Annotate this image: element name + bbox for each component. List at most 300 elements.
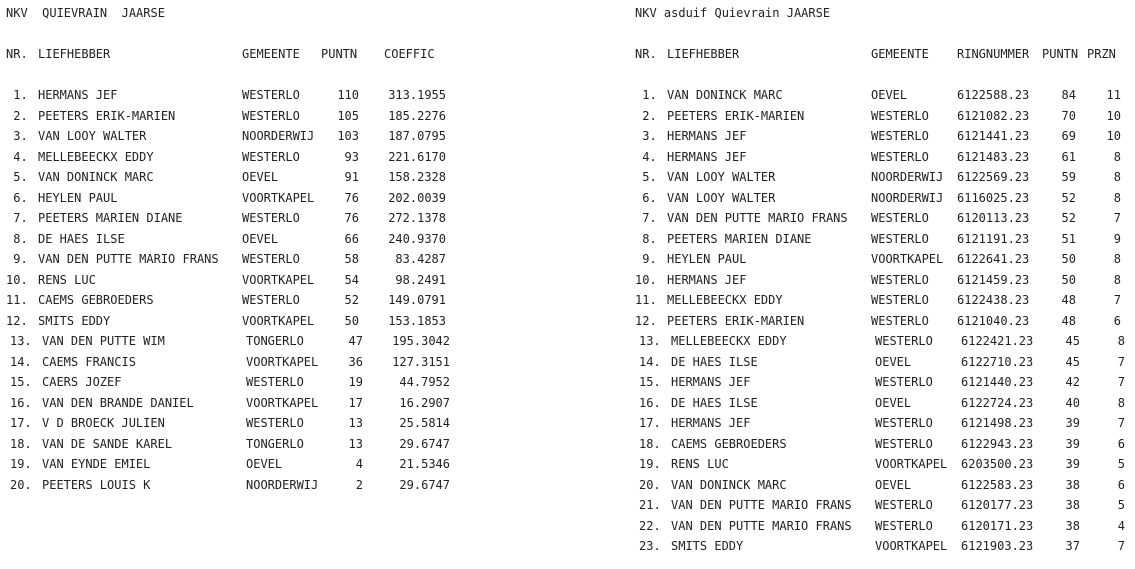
points: 40 bbox=[1065, 395, 1080, 410]
municipality: WESTERLO bbox=[242, 252, 300, 266]
points: 52 bbox=[344, 293, 359, 307]
ring-number: 6122943.23 bbox=[961, 436, 1034, 451]
rank-number: 4. bbox=[6, 149, 28, 164]
rank-number: 2. bbox=[6, 108, 28, 123]
table-row bbox=[635, 191, 1135, 212]
points: 76 bbox=[344, 190, 359, 205]
points: 38 bbox=[1065, 498, 1080, 512]
points: 66 bbox=[344, 231, 359, 246]
right-report bbox=[635, 0, 1125, 553]
fancier-name: HERMANS JEF bbox=[671, 375, 751, 389]
prizes: 11 bbox=[1106, 88, 1121, 102]
rank-number: 20. bbox=[10, 477, 32, 492]
municipality: VOORTKAPEL bbox=[875, 539, 948, 553]
table-row bbox=[6, 150, 506, 171]
rank-number: 11. bbox=[6, 293, 28, 307]
points: 76 bbox=[344, 211, 359, 225]
table-row bbox=[6, 273, 506, 294]
ring-number: 6120177.23 bbox=[961, 498, 1034, 512]
fancier-name: RENS LUC bbox=[671, 457, 729, 471]
rank-number: 21. bbox=[639, 498, 661, 512]
fancier-name: DE HAES ILSE bbox=[671, 395, 758, 410]
municipality: TONGERLO bbox=[246, 436, 304, 451]
ring-number: 6122710.23 bbox=[961, 354, 1034, 369]
ring-number: 6120171.23 bbox=[961, 518, 1034, 533]
coefficient: 21.5346 bbox=[399, 457, 450, 471]
header-nr: NR. bbox=[6, 47, 28, 61]
municipality: OEVEL bbox=[246, 457, 283, 471]
rank-number: 14. bbox=[639, 354, 661, 369]
points: 39 bbox=[1065, 457, 1080, 471]
prizes: 7 bbox=[1113, 211, 1121, 225]
municipality: WESTERLO bbox=[875, 498, 933, 512]
header-puntn: PUNTN bbox=[1042, 47, 1079, 61]
table-row bbox=[10, 457, 510, 478]
municipality: NOORDERWIJ bbox=[871, 170, 944, 184]
rank-number: 7. bbox=[635, 211, 657, 225]
table-row bbox=[639, 334, 1135, 355]
header-nr: NR. bbox=[635, 47, 657, 61]
fancier-name: VAN DONINCK MARC bbox=[667, 88, 783, 102]
fancier-name: HEYLEN PAUL bbox=[667, 252, 747, 266]
points: 38 bbox=[1065, 518, 1080, 533]
ring-number: 6122583.23 bbox=[961, 477, 1034, 492]
rank-number: 8. bbox=[6, 231, 28, 246]
rank-number: 13. bbox=[639, 334, 661, 348]
table-row bbox=[639, 416, 1135, 437]
table-row bbox=[6, 211, 506, 232]
municipality: WESTERLO bbox=[875, 416, 933, 430]
prizes: 7 bbox=[1117, 375, 1125, 389]
fancier-name: HERMANS JEF bbox=[38, 88, 118, 102]
fancier-name: PEETERS ERIK-MARIEN bbox=[667, 108, 805, 123]
fancier-name: CAEMS GEBROEDERS bbox=[671, 436, 787, 451]
points: 61 bbox=[1061, 149, 1076, 164]
rank-number: 19. bbox=[639, 457, 661, 471]
header-liefhebber: LIEFHEBBER bbox=[38, 47, 111, 61]
coefficient: 149.0791 bbox=[388, 293, 446, 307]
prizes: 10 bbox=[1106, 108, 1121, 123]
coefficient: 29.6747 bbox=[399, 477, 450, 492]
prizes: 7 bbox=[1117, 354, 1125, 369]
fancier-name: HERMANS JEF bbox=[671, 416, 751, 430]
header-przn: PRZN bbox=[1087, 47, 1116, 61]
fancier-name: CAEMS GEBROEDERS bbox=[38, 293, 154, 307]
table-row bbox=[639, 519, 1135, 540]
municipality: VOORTKAPEL bbox=[242, 313, 315, 328]
rank-number: 12. bbox=[635, 313, 657, 328]
fancier-name: VAN DEN PUTTE WIM bbox=[42, 334, 165, 348]
points: 70 bbox=[1061, 108, 1076, 123]
table-row bbox=[10, 375, 510, 396]
left-report-title: NKV QUIEVRAIN JAARSE bbox=[6, 6, 165, 20]
fancier-name: SMITS EDDY bbox=[671, 539, 744, 553]
right-header-row bbox=[635, 47, 1135, 61]
table-row bbox=[6, 129, 506, 150]
municipality: NOORDERWIJ bbox=[871, 190, 944, 205]
rank-number: 15. bbox=[10, 375, 32, 389]
table-row bbox=[639, 396, 1135, 417]
left-ranking-table bbox=[6, 88, 506, 498]
ring-number: 6116025.23 bbox=[957, 190, 1030, 205]
coefficient: 29.6747 bbox=[399, 436, 450, 451]
header-puntn: PUNTN bbox=[321, 47, 358, 61]
fancier-name: VAN EYNDE EMIEL bbox=[42, 457, 151, 471]
municipality: WESTERLO bbox=[242, 149, 300, 164]
rank-number: 17. bbox=[639, 416, 661, 430]
prizes: 7 bbox=[1117, 539, 1125, 553]
table-row bbox=[635, 314, 1135, 335]
coefficient: 313.1955 bbox=[388, 88, 446, 102]
points: 52 bbox=[1061, 190, 1076, 205]
table-row bbox=[10, 478, 510, 499]
table-row bbox=[635, 88, 1135, 109]
points: 103 bbox=[337, 129, 359, 143]
points: 47 bbox=[348, 334, 363, 348]
table-row bbox=[10, 416, 510, 437]
table-row bbox=[639, 457, 1135, 478]
fancier-name: HERMANS JEF bbox=[667, 129, 747, 143]
fancier-name: VAN DONINCK MARC bbox=[671, 477, 787, 492]
municipality: OEVEL bbox=[871, 88, 908, 102]
municipality: NOORDERWIJ bbox=[242, 129, 315, 143]
points: 50 bbox=[1061, 272, 1076, 287]
ring-number: 6120113.23 bbox=[957, 211, 1030, 225]
points: 69 bbox=[1061, 129, 1076, 143]
rank-number: 6. bbox=[635, 190, 657, 205]
rank-number: 16. bbox=[639, 395, 661, 410]
table-row bbox=[6, 191, 506, 212]
table-row bbox=[635, 170, 1135, 191]
rank-number: 14. bbox=[10, 354, 32, 369]
points: 84 bbox=[1061, 88, 1076, 102]
coefficient: 16.2907 bbox=[399, 395, 450, 410]
table-row bbox=[6, 109, 506, 130]
rank-number: 18. bbox=[639, 436, 661, 451]
rank-number: 20. bbox=[639, 477, 661, 492]
fancier-name: DE HAES ILSE bbox=[671, 354, 758, 369]
prizes: 7 bbox=[1113, 293, 1121, 307]
table-row bbox=[639, 498, 1135, 519]
table-row bbox=[635, 293, 1135, 314]
ring-number: 6121483.23 bbox=[957, 149, 1030, 164]
points: 38 bbox=[1065, 477, 1080, 492]
rank-number: 6. bbox=[6, 190, 28, 205]
table-row bbox=[639, 375, 1135, 396]
coefficient: 25.5814 bbox=[399, 416, 450, 430]
points: 50 bbox=[344, 313, 359, 328]
table-row bbox=[10, 355, 510, 376]
ring-number: 6121191.23 bbox=[957, 231, 1030, 246]
table-row bbox=[639, 478, 1135, 499]
table-row bbox=[10, 437, 510, 458]
table-row bbox=[639, 539, 1135, 560]
rank-number: 8. bbox=[635, 231, 657, 246]
points: 45 bbox=[1065, 354, 1080, 369]
fancier-name: HERMANS JEF bbox=[667, 272, 747, 287]
rank-number: 9. bbox=[635, 252, 657, 266]
rank-number: 5. bbox=[6, 170, 28, 184]
points: 52 bbox=[1061, 211, 1076, 225]
points: 36 bbox=[348, 354, 363, 369]
municipality: WESTERLO bbox=[871, 231, 929, 246]
fancier-name: PEETERS ERIK-MARIEN bbox=[38, 108, 176, 123]
municipality: WESTERLO bbox=[875, 518, 933, 533]
municipality: WESTERLO bbox=[871, 293, 929, 307]
prizes: 8 bbox=[1113, 149, 1121, 164]
table-row bbox=[6, 232, 506, 253]
table-row bbox=[6, 252, 506, 273]
fancier-name: RENS LUC bbox=[38, 272, 96, 287]
points: 2 bbox=[355, 477, 363, 492]
rank-number: 16. bbox=[10, 395, 32, 410]
coefficient: 98.2491 bbox=[395, 272, 446, 287]
points: 17 bbox=[348, 395, 363, 410]
prizes: 7 bbox=[1117, 416, 1125, 430]
rank-number: 7. bbox=[6, 211, 28, 225]
municipality: VOORTKAPEL bbox=[871, 252, 944, 266]
points: 50 bbox=[1061, 252, 1076, 266]
municipality: WESTERLO bbox=[871, 211, 929, 225]
fancier-name: MELLEBEECKX EDDY bbox=[38, 149, 154, 164]
points: 37 bbox=[1065, 539, 1080, 553]
ring-number: 6121440.23 bbox=[961, 375, 1034, 389]
fancier-name: PEETERS MARIEN DIANE bbox=[38, 211, 183, 225]
ring-number: 6122421.23 bbox=[961, 334, 1034, 348]
table-row bbox=[6, 314, 506, 335]
points: 13 bbox=[348, 416, 363, 430]
municipality: WESTERLO bbox=[246, 375, 304, 389]
left-header-row bbox=[6, 47, 506, 61]
points: 42 bbox=[1065, 375, 1080, 389]
prizes: 8 bbox=[1113, 170, 1121, 184]
points: 13 bbox=[348, 436, 363, 451]
municipality: WESTERLO bbox=[246, 416, 304, 430]
fancier-name: V D BROECK JULIEN bbox=[42, 416, 165, 430]
coefficient: 202.0039 bbox=[388, 190, 446, 205]
ring-number: 6122588.23 bbox=[957, 88, 1030, 102]
ring-number: 6122438.23 bbox=[957, 293, 1030, 307]
rank-number: 3. bbox=[635, 129, 657, 143]
fancier-name: VAN DE SANDE KAREL bbox=[42, 436, 173, 451]
rank-number: 12. bbox=[6, 313, 28, 328]
fancier-name: MELLEBEECKX EDDY bbox=[671, 334, 787, 348]
rank-number: 19. bbox=[10, 457, 32, 471]
municipality: OEVEL bbox=[875, 354, 912, 369]
table-row bbox=[635, 232, 1135, 253]
table-row bbox=[6, 293, 506, 314]
municipality: VOORTKAPEL bbox=[246, 354, 319, 369]
header-ringnummer: RINGNUMMER bbox=[957, 47, 1030, 61]
rank-number: 1. bbox=[6, 88, 28, 102]
rank-number: 11. bbox=[635, 293, 657, 307]
prizes: 5 bbox=[1117, 457, 1125, 471]
municipality: TONGERLO bbox=[246, 334, 304, 348]
fancier-name: DE HAES ILSE bbox=[38, 231, 125, 246]
ring-number: 6121441.23 bbox=[957, 129, 1030, 143]
ring-number: 6121040.23 bbox=[957, 313, 1030, 328]
rank-number: 3. bbox=[6, 129, 28, 143]
municipality: WESTERLO bbox=[871, 313, 929, 328]
municipality: VOORTKAPEL bbox=[242, 272, 315, 287]
ring-number: 6121459.23 bbox=[957, 272, 1030, 287]
table-row bbox=[6, 170, 506, 191]
municipality: OEVEL bbox=[875, 395, 912, 410]
prizes: 6 bbox=[1113, 313, 1121, 328]
prizes: 8 bbox=[1117, 334, 1125, 348]
right-ranking-table bbox=[635, 88, 1135, 560]
rank-number: 2. bbox=[635, 108, 657, 123]
municipality: OEVEL bbox=[242, 170, 279, 184]
points: 59 bbox=[1061, 170, 1076, 184]
points: 48 bbox=[1061, 313, 1076, 328]
coefficient: 127.3151 bbox=[392, 354, 450, 369]
prizes: 8 bbox=[1113, 252, 1121, 266]
rank-number: 18. bbox=[10, 436, 32, 451]
fancier-name: PEETERS ERIK-MARIEN bbox=[667, 313, 805, 328]
ring-number: 6122724.23 bbox=[961, 395, 1034, 410]
points: 54 bbox=[344, 272, 359, 287]
fancier-name: VAN LOOY WALTER bbox=[667, 190, 776, 205]
right-report-title: NKV asduif Quievrain JAARSE bbox=[635, 6, 831, 20]
rank-number: 10. bbox=[635, 272, 657, 287]
prizes: 10 bbox=[1106, 129, 1121, 143]
left-report bbox=[6, 0, 450, 492]
fancier-name: VAN DEN BRANDE DANIEL bbox=[42, 395, 194, 410]
rank-number: 13. bbox=[10, 334, 32, 348]
fancier-name: VAN DEN PUTTE MARIO FRANS bbox=[667, 211, 848, 225]
header-coeffic: COEFFIC bbox=[384, 47, 435, 61]
ring-number: 6121082.23 bbox=[957, 108, 1030, 123]
table-row bbox=[10, 334, 510, 355]
points: 110 bbox=[337, 88, 359, 102]
fancier-name: VAN DEN PUTTE MARIO FRANS bbox=[38, 252, 219, 266]
municipality: VOORTKAPEL bbox=[242, 190, 315, 205]
coefficient: 158.2328 bbox=[388, 170, 446, 184]
municipality: OEVEL bbox=[875, 477, 912, 492]
rank-number: 10. bbox=[6, 272, 28, 287]
fancier-name: MELLEBEECKX EDDY bbox=[667, 293, 783, 307]
coefficient: 44.7952 bbox=[399, 375, 450, 389]
points: 39 bbox=[1065, 436, 1080, 451]
fancier-name: PEETERS LOUIS K bbox=[42, 477, 151, 492]
fancier-name: HEYLEN PAUL bbox=[38, 190, 118, 205]
header-gemeente: GEMEENTE bbox=[242, 47, 300, 61]
points: 45 bbox=[1065, 334, 1080, 348]
municipality: WESTERLO bbox=[242, 88, 300, 102]
rank-number: 22. bbox=[639, 518, 661, 533]
prizes: 6 bbox=[1117, 477, 1125, 492]
coefficient: 195.3042 bbox=[392, 334, 450, 348]
municipality: WESTERLO bbox=[242, 293, 300, 307]
fancier-name: VAN DEN PUTTE MARIO FRANS bbox=[671, 498, 852, 512]
ring-number: 6122641.23 bbox=[957, 252, 1030, 266]
municipality: NOORDERWIJ bbox=[246, 477, 319, 492]
ring-number: 6121903.23 bbox=[961, 539, 1034, 553]
rank-number: 17. bbox=[10, 416, 32, 430]
coefficient: 185.2276 bbox=[388, 108, 446, 123]
rank-number: 23. bbox=[639, 539, 661, 553]
table-row bbox=[6, 88, 506, 109]
municipality: OEVEL bbox=[242, 231, 279, 246]
municipality: WESTERLO bbox=[871, 149, 929, 164]
prizes: 6 bbox=[1117, 436, 1125, 451]
municipality: WESTERLO bbox=[875, 334, 933, 348]
municipality: VOORTKAPEL bbox=[246, 395, 319, 410]
municipality: WESTERLO bbox=[875, 375, 933, 389]
coefficient: 83.4287 bbox=[395, 252, 446, 266]
table-row bbox=[635, 273, 1135, 294]
coefficient: 153.1853 bbox=[388, 313, 446, 328]
points: 105 bbox=[337, 108, 359, 123]
fancier-name: HERMANS JEF bbox=[667, 149, 747, 164]
table-row bbox=[635, 252, 1135, 273]
prizes: 8 bbox=[1117, 395, 1125, 410]
rank-number: 9. bbox=[6, 252, 28, 266]
fancier-name: CAERS JOZEF bbox=[42, 375, 122, 389]
table-row bbox=[635, 109, 1135, 130]
points: 4 bbox=[355, 457, 363, 471]
fancier-name: VAN LOOY WALTER bbox=[38, 129, 147, 143]
points: 91 bbox=[344, 170, 359, 184]
ring-number: 6121498.23 bbox=[961, 416, 1034, 430]
coefficient: 240.9370 bbox=[388, 231, 446, 246]
fancier-name: VAN DONINCK MARC bbox=[38, 170, 154, 184]
fancier-name: SMITS EDDY bbox=[38, 313, 111, 328]
points: 51 bbox=[1061, 231, 1076, 246]
municipality: WESTERLO bbox=[871, 108, 929, 123]
municipality: WESTERLO bbox=[871, 129, 929, 143]
prizes: 4 bbox=[1117, 518, 1125, 533]
fancier-name: CAEMS FRANCIS bbox=[42, 354, 136, 369]
rank-number: 5. bbox=[635, 170, 657, 184]
prizes: 8 bbox=[1113, 190, 1121, 205]
fancier-name: PEETERS MARIEN DIANE bbox=[667, 231, 812, 246]
rank-number: 1. bbox=[635, 88, 657, 102]
fancier-name: VAN LOOY WALTER bbox=[667, 170, 776, 184]
fancier-name: VAN DEN PUTTE MARIO FRANS bbox=[671, 518, 852, 533]
table-row bbox=[639, 437, 1135, 458]
municipality: VOORTKAPEL bbox=[875, 457, 948, 471]
table-row bbox=[639, 355, 1135, 376]
points: 39 bbox=[1065, 416, 1080, 430]
prizes: 8 bbox=[1113, 272, 1121, 287]
rank-number: 15. bbox=[639, 375, 661, 389]
ring-number: 6122569.23 bbox=[957, 170, 1030, 184]
header-liefhebber: LIEFHEBBER bbox=[667, 47, 740, 61]
table-row bbox=[10, 396, 510, 417]
points: 48 bbox=[1061, 293, 1076, 307]
coefficient: 187.0795 bbox=[388, 129, 446, 143]
municipality: WESTERLO bbox=[871, 272, 929, 287]
ring-number: 6203500.23 bbox=[961, 457, 1034, 471]
points: 93 bbox=[344, 149, 359, 164]
points: 19 bbox=[348, 375, 363, 389]
table-row bbox=[635, 211, 1135, 232]
municipality: WESTERLO bbox=[242, 108, 300, 123]
coefficient: 221.6170 bbox=[388, 149, 446, 164]
municipality: WESTERLO bbox=[875, 436, 933, 451]
points: 58 bbox=[344, 252, 359, 266]
prizes: 5 bbox=[1117, 498, 1125, 512]
prizes: 9 bbox=[1113, 231, 1121, 246]
municipality: WESTERLO bbox=[242, 211, 300, 225]
coefficient: 272.1378 bbox=[388, 211, 446, 225]
table-row bbox=[635, 129, 1135, 150]
table-row bbox=[635, 150, 1135, 171]
header-gemeente: GEMEENTE bbox=[871, 47, 929, 61]
rank-number: 4. bbox=[635, 149, 657, 164]
